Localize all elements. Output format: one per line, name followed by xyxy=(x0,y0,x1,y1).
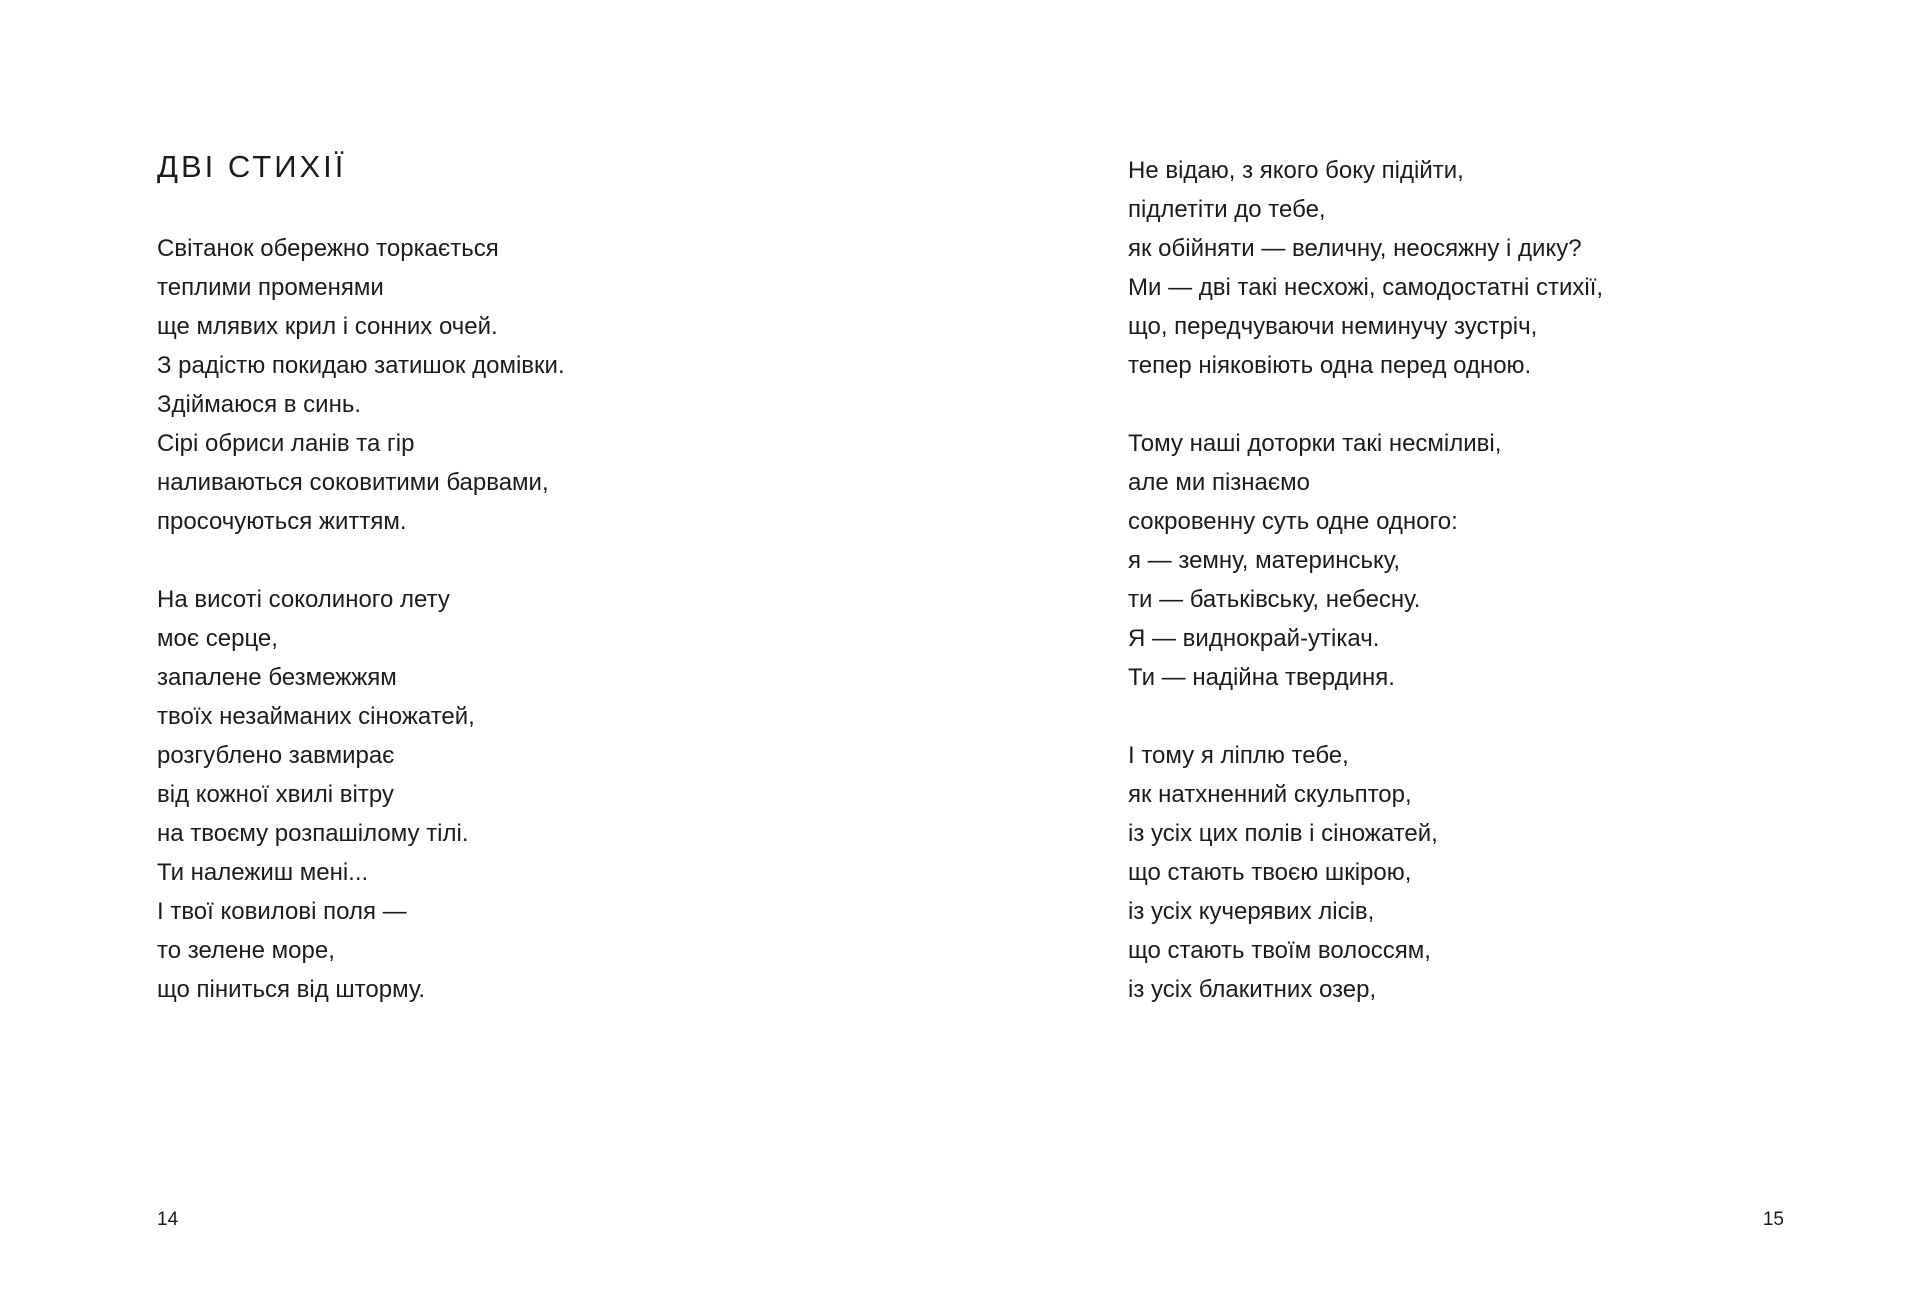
poem-line: З радістю покидаю затишок домівки. xyxy=(157,352,565,379)
poem-line: сокровенну суть одне одного: xyxy=(1128,508,1458,535)
poem-line: моє серце, xyxy=(157,625,278,652)
page-number: 14 xyxy=(157,1209,179,1230)
poem-line: Тому наші доторки такі несміливі, xyxy=(1128,430,1502,457)
poem-line: що, передчуваючи неминучу зустріч, xyxy=(1128,313,1538,340)
poem-line: підлетіти до тебе, xyxy=(1128,196,1326,223)
poem-line: я — земну, материнську, xyxy=(1128,547,1401,574)
stanza xyxy=(157,580,565,1009)
poem-line: від кожної хвилі вітру xyxy=(157,781,394,808)
stanza xyxy=(1128,736,1603,1009)
poem-line: І твої ковилові поля — xyxy=(157,898,407,925)
poem-line: Світанок обережно торкається xyxy=(157,235,499,262)
poem-line: Не відаю, з якого боку підійти, xyxy=(1128,157,1464,184)
poem-line: Я — виднокрай-утікач. xyxy=(1128,625,1380,652)
poem-line: із усіх кучерявих лісів, xyxy=(1128,898,1375,925)
right-page xyxy=(960,0,1920,1303)
poem-line: то зелене море, xyxy=(157,937,335,964)
poem-line: Ми — дві такі несхожі, самодостатні стихії, xyxy=(1128,274,1604,301)
poem-line: розгублено завмирає xyxy=(157,742,395,769)
page-number: 15 xyxy=(1762,1209,1784,1230)
poem-line: як натхненний скульптор, xyxy=(1128,781,1412,808)
poem-line: запалене безмежжям xyxy=(157,664,397,691)
poem-line: Ти належиш мені... xyxy=(157,859,369,886)
poem-line: І тому я ліплю тебе, xyxy=(1128,742,1349,769)
poem-line: теплими променями xyxy=(157,274,384,301)
poem-line: як обійняти — величну, неосяжну і дику? xyxy=(1128,235,1582,262)
poem-line: але ми пізнаємо xyxy=(1128,469,1310,496)
poem-text-left xyxy=(157,229,565,1009)
poem-text-right xyxy=(1128,151,1603,1009)
poem-line: що стають твоєю шкірою, xyxy=(1128,859,1412,886)
poem-line: із усіх цих полів і сіножатей, xyxy=(1128,820,1438,847)
poem-line: тепер ніяковіють одна перед одною. xyxy=(1128,352,1532,379)
stanza xyxy=(1128,151,1603,385)
poem-line: На висоті соколиного лету xyxy=(157,586,450,613)
poem-line: просочуються життям. xyxy=(157,508,407,535)
poem-title: ДВІ СТИХІЇ xyxy=(157,149,347,184)
poem-line: із усіх блакитних озер, xyxy=(1128,976,1377,1003)
poem-line: ще млявих крил і сонних очей. xyxy=(157,313,498,340)
poem-line: ти — батьківську, небесну. xyxy=(1128,586,1421,613)
poem-line: що стають твоїм волоссям, xyxy=(1128,937,1431,964)
poem-line: твоїх незайманих сіножатей, xyxy=(157,703,475,730)
stanza xyxy=(1128,424,1603,697)
poem-line: що піниться від шторму. xyxy=(157,976,426,1003)
poem-line: на твоєму розпашілому тілі. xyxy=(157,820,469,847)
poem-line: Сірі обриси ланів та гір xyxy=(157,430,415,457)
poem-line: Здіймаюся в синь. xyxy=(157,391,361,418)
poem-line: Ти — надійна твердиня. xyxy=(1128,664,1395,691)
stanza xyxy=(157,229,565,541)
poem-line: наливаються соковитими барвами, xyxy=(157,469,549,496)
